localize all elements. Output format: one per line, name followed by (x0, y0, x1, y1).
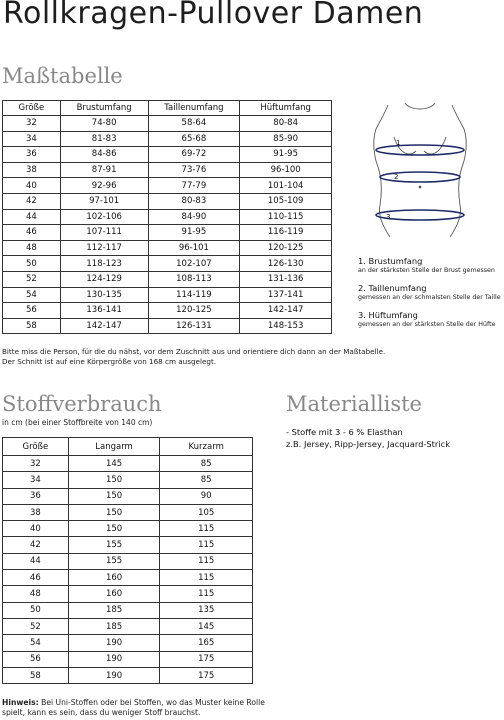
table-cell: 85 (160, 456, 253, 472)
fabric-table (2, 437, 253, 684)
table-cell: 126-131 (148, 318, 240, 334)
table-row (3, 667, 253, 683)
table-cell: 115 (160, 537, 253, 553)
table-cell: 118-123 (60, 256, 148, 272)
legend-description: an der stärksten Stelle der Brust gemessen (358, 267, 495, 274)
table-row (3, 162, 332, 178)
materials-line-1: - Stoffe mit 3 - 6 % Elasthan (286, 427, 403, 437)
table-row (3, 271, 332, 287)
figure-label-3: 3 (386, 213, 391, 221)
table-cell: 155 (68, 553, 160, 569)
table-cell: 150 (68, 472, 160, 488)
table-cell: 44 (3, 553, 69, 569)
table-row (3, 586, 253, 602)
materials-heading: Materialliste (286, 392, 422, 416)
materials-list (286, 426, 450, 450)
table-cell: 85 (160, 472, 253, 488)
table-cell: 48 (3, 586, 69, 602)
table-row (3, 472, 253, 488)
table-row (3, 602, 253, 618)
table-cell: 38 (3, 504, 69, 520)
table-cell: 145 (160, 618, 253, 634)
table-row (3, 147, 332, 163)
table-cell: 126-130 (240, 256, 332, 272)
table-row (3, 488, 253, 504)
table-cell: 85-90 (240, 131, 332, 147)
table-row (3, 131, 332, 147)
table-cell: 48 (3, 240, 61, 256)
legend-description: gemessen an der schmalsten Stelle der Taille (358, 294, 501, 301)
table-cell: 150 (68, 488, 160, 504)
hint-line-1 (2, 698, 265, 708)
table-cell: 54 (3, 287, 61, 303)
table-cell: 142-147 (240, 303, 332, 319)
hint-line-2: spielt, kann es sein, dass du weniger Stoff brauchst. (2, 708, 201, 717)
table-cell: 46 (3, 570, 69, 586)
table-cell: 115 (160, 553, 253, 569)
table-row (3, 209, 332, 225)
column-header: Kurzarm (160, 438, 253, 456)
table-cell: 54 (3, 635, 69, 651)
column-header: Größe (3, 438, 69, 456)
table-cell: 69-72 (148, 147, 240, 163)
table-cell: 73-76 (148, 162, 240, 178)
table-cell: 58 (3, 318, 61, 334)
table-cell: 46 (3, 225, 61, 241)
legend-title: 1. Brustumfang (358, 256, 423, 266)
table-cell: 120-125 (148, 303, 240, 319)
table-row (3, 178, 332, 194)
table-row (3, 240, 332, 256)
table-cell: 87-91 (60, 162, 148, 178)
table-cell: 40 (3, 178, 61, 194)
table-cell: 34 (3, 472, 69, 488)
table-cell: 56 (3, 303, 61, 319)
table-cell: 36 (3, 147, 61, 163)
table-cell: 81-83 (60, 131, 148, 147)
table-cell: 108-113 (148, 271, 240, 287)
table-cell: 124-129 (60, 271, 148, 287)
table-cell: 52 (3, 271, 61, 287)
table-cell: 91-95 (240, 147, 332, 163)
table-cell: 80-83 (148, 193, 240, 209)
column-header: Hüftumfang (240, 101, 332, 116)
fabric-header-row (3, 438, 253, 456)
table-row (3, 504, 253, 520)
table-cell: 185 (68, 618, 160, 634)
table-cell: 105-109 (240, 193, 332, 209)
figure-label-1: 1 (396, 139, 401, 147)
table-row (3, 303, 332, 319)
table-cell: 115 (160, 521, 253, 537)
legend-description: gemessen an der stärksten Stelle der Hüfte (358, 321, 496, 328)
table-cell: 56 (3, 651, 69, 667)
table-cell: 160 (68, 586, 160, 602)
table-cell: 105 (160, 504, 253, 520)
table-cell: 190 (68, 667, 160, 683)
legend-title: 3. Hüftumfang (358, 310, 418, 320)
table-cell: 32 (3, 456, 69, 472)
table-row (3, 256, 332, 272)
table-cell: 165 (160, 635, 253, 651)
table-cell: 175 (160, 651, 253, 667)
table-cell: 110-115 (240, 209, 332, 225)
table-row (3, 225, 332, 241)
table-cell: 80-84 (240, 116, 332, 132)
table-cell: 50 (3, 602, 69, 618)
table-cell: 145 (68, 456, 160, 472)
table-cell: 101-104 (240, 178, 332, 194)
table-cell: 115 (160, 570, 253, 586)
table-row (3, 537, 253, 553)
mass-table-heading: Maßtabelle (2, 64, 123, 88)
table-cell: 160 (68, 570, 160, 586)
table-cell: 74-80 (60, 116, 148, 132)
table-cell: 65-68 (148, 131, 240, 147)
table-cell: 102-107 (148, 256, 240, 272)
torso-illustration (360, 97, 480, 247)
table-row (3, 116, 332, 132)
table-cell: 114-119 (148, 287, 240, 303)
table-row (3, 635, 253, 651)
table-cell: 96-101 (148, 240, 240, 256)
table-row (3, 651, 253, 667)
table-cell: 52 (3, 618, 69, 634)
table-cell: 34 (3, 131, 61, 147)
table-cell: 115 (160, 586, 253, 602)
table-cell: 190 (68, 635, 160, 651)
table-cell: 44 (3, 209, 61, 225)
info-line-1: Bitte miss die Person, für die du nähst, vor dem Zuschnitt aus und orientiere dich dann an der Maßtabelle. (2, 347, 386, 356)
info-line-2: Der Schnitt ist auf eine Körpergröße von 168 cm ausgelegt. (2, 357, 217, 366)
table-cell: 136-141 (60, 303, 148, 319)
table-row (3, 287, 332, 303)
table-cell: 58 (3, 667, 69, 683)
table-cell: 102-106 (60, 209, 148, 225)
table-cell: 58-64 (148, 116, 240, 132)
table-cell: 97-101 (60, 193, 148, 209)
hint-label: Hinweis: (2, 698, 39, 707)
table-row (3, 193, 332, 209)
table-cell: 38 (3, 162, 61, 178)
table-cell: 36 (3, 488, 69, 504)
legend-item-1 (358, 257, 495, 275)
legend-item-2 (358, 284, 501, 302)
table-cell: 150 (68, 521, 160, 537)
table-cell: 175 (160, 667, 253, 683)
table-cell: 116-119 (240, 225, 332, 241)
table-cell: 120-125 (240, 240, 332, 256)
legend-title: 2. Taillenumfang (358, 283, 427, 293)
table-cell: 190 (68, 651, 160, 667)
table-cell: 91-95 (148, 225, 240, 241)
table-cell: 77-79 (148, 178, 240, 194)
fabric-subtitle: in cm (bei einer Stoffbreite von 140 cm) (2, 418, 153, 427)
table-row (3, 618, 253, 634)
column-header: Brustumfang (60, 101, 148, 116)
table-cell: 40 (3, 521, 69, 537)
body-measurement-figure (360, 97, 480, 247)
table-cell: 107-111 (60, 225, 148, 241)
table-cell: 90 (160, 488, 253, 504)
table-row (3, 553, 253, 569)
table-cell: 50 (3, 256, 61, 272)
table-cell: 84-86 (60, 147, 148, 163)
table-cell: 155 (68, 537, 160, 553)
size-chart-header-row (3, 101, 332, 116)
table-cell: 185 (68, 602, 160, 618)
table-cell: 130-135 (60, 287, 148, 303)
hint-text: Bei Uni-Stoffen oder bei Stoffen, wo das Muster keine Rolle (38, 698, 265, 707)
figure-label-2: 2 (394, 173, 399, 181)
column-header: Größe (3, 101, 61, 116)
table-cell: 32 (3, 116, 61, 132)
table-row (3, 570, 253, 586)
table-cell: 42 (3, 193, 61, 209)
legend-item-3 (358, 311, 495, 329)
table-cell: 148-153 (240, 318, 332, 334)
table-cell: 135 (160, 602, 253, 618)
table-cell: 92-96 (60, 178, 148, 194)
table-cell: 142-147 (60, 318, 148, 334)
fabric-heading: Stoffverbrauch (2, 392, 162, 416)
table-row (3, 318, 332, 334)
table-cell: 84-90 (148, 209, 240, 225)
materials-line-2: z.B. Jersey, Ripp-Jersey, Jacquard-Strick (286, 439, 450, 449)
table-cell: 42 (3, 537, 69, 553)
size-chart-table (2, 100, 332, 334)
table-row (3, 456, 253, 472)
table-cell: 131-136 (240, 271, 332, 287)
column-header: Langarm (68, 438, 160, 456)
table-cell: 150 (68, 504, 160, 520)
page-title: Rollkragen-Pullover Damen (3, 0, 424, 31)
table-cell: 137-141 (240, 287, 332, 303)
table-cell: 112-117 (60, 240, 148, 256)
table-cell: 96-100 (240, 162, 332, 178)
column-header: Taillenumfang (148, 101, 240, 116)
table-row (3, 521, 253, 537)
